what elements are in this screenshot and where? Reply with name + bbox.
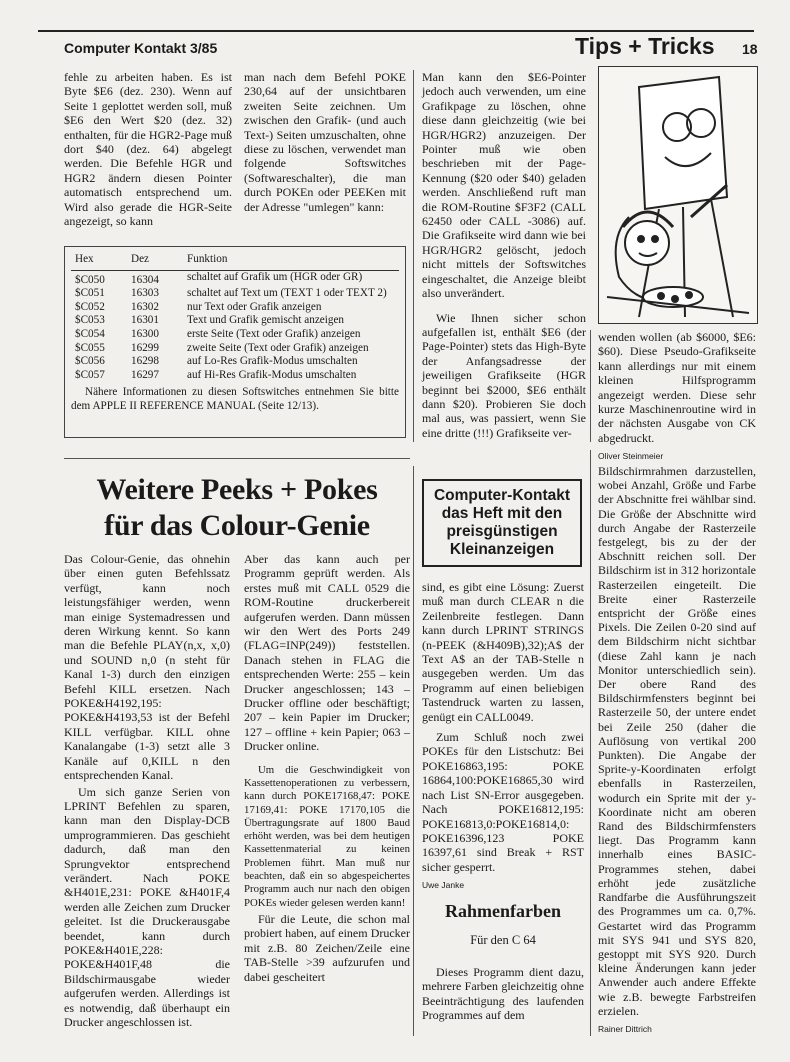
- colour-genie-col3: [422, 580, 584, 893]
- ad-box: [422, 479, 582, 567]
- author-signature: Rainer Dittrich: [598, 1023, 652, 1034]
- table-cell-dez: 16302: [131, 300, 159, 313]
- table-row: [71, 342, 399, 356]
- top-article-col2: [244, 70, 406, 214]
- table-cell-dez: 16300: [131, 327, 159, 340]
- table-cell-funktion: nur Text oder Grafik anzeigen: [187, 300, 322, 313]
- table-cell-hex: $C051: [75, 287, 105, 300]
- table-cell-funktion: Text und Grafik gemischt anzeigen: [187, 314, 345, 327]
- ad-line: Kleinanzeigen: [449, 541, 555, 558]
- softswitch-table-box: [64, 246, 406, 438]
- table-cell-funktion: zweite Seite (Text oder Grafik) anzeigen: [187, 341, 369, 354]
- paragraph: Um die Geschwindigkeit von Kassettenoperationen zu verbessern, kann durch POKE17168,47: POKE 17169,41: POKE 17170,105 die Übertragungsrate auf 1800 Baud erhöht werden, was bei dem heutigen Kassettenmaterial zu keinen Problemen führt. Man muß nur beachten, daß ein so abgespeichertes Programm auch nur nach den obigen POKEs wieder gelesen werden kann!: [244, 763, 410, 909]
- ad-line: das Heft mit den: [441, 505, 563, 522]
- table-cell-hex: $C052: [75, 300, 105, 313]
- paragraph: Aber das kann auch per Programm geprüft werden. Als erstes muß mit CALL 0529 die ROM-Routine druckerbereit aufgerufen werden. Dann müssen wir den Wert des Ports 249 (FLAG=INP(249)) feststellen. Danach stehen in FLAG die entsprechenden Werte: 255 – kein Drucker angeschlossen; 143 – Drucker offline oder beschäftigt; 207 – kein Papier im Drucker; 127 – offline + kein Papier; 063 – Drucker online.: [244, 552, 410, 754]
- rahmenfarben-subtitle: Für den C 64: [470, 933, 536, 947]
- top-article-col4: [598, 330, 756, 464]
- ad-line: preisgünstigen: [446, 523, 558, 540]
- table-row: [71, 355, 399, 369]
- rahmenfarben-col4: [598, 464, 756, 1036]
- table-cell-dez: 16299: [131, 341, 159, 354]
- table-cell-hex: $C053: [75, 314, 105, 327]
- rahmenfarben-col3: [422, 965, 584, 1023]
- magazine-title: Computer Kontakt 3/85: [64, 40, 218, 56]
- table-cell-funktion: auf Lo-Res Grafik-Modus umschalten: [187, 355, 358, 368]
- author-signature: Uwe Janke: [422, 880, 465, 891]
- table-row: [71, 301, 399, 315]
- paragraph: Zum Schluß noch zwei POKEs für den Listschutz: Bei POKE16863,195: POKE 16864,100:POKE16865,30 wird nach List SN-Error ausgegeben. Nach POKE16812,195: POKE16813,0:POKE16814,0: POKE16396,123 POKE 16397,61 sind Break + RST sicher gesperrt.: [422, 730, 584, 874]
- paragraph: Um sich ganze Serien von LPRINT Befehlen zu sparen, kann man den Display-DCB umprogrammieren. Das geschieht dadurch, daß man den Sprungvektor entsprechend verändert. Nach POKE &H401E,231: POKE &H401F,4 werden alle Zeichen zum Drucker geleitet. Ist die Druckerausgabe beendet, kann durch POKE&H401E,228: POKE&H401F,48 die Bildschirmausgabe wieder aufgerufen werden. Allerdings ist es notwendig, daß überhaupt ein Drucker angeschlossen ist.: [64, 784, 230, 1029]
- column-rule: [413, 70, 414, 442]
- headline-line: Weitere Peeks + Pokes: [96, 473, 378, 506]
- top-article-col3: [422, 70, 586, 440]
- headline-line: für das Colour-Genie: [104, 509, 370, 542]
- table-cell-funktion: auf Hi-Res Grafik-Modus umschalten: [187, 368, 357, 381]
- table-cell-dez: 16304: [131, 273, 159, 286]
- table-header-dez: Dez: [131, 251, 187, 270]
- table-cell-dez: 16298: [131, 355, 159, 368]
- table-cell-hex: $C054: [75, 327, 105, 340]
- table-cell-dez: 16301: [131, 314, 159, 327]
- section-divider: [64, 458, 410, 459]
- paragraph: Bildschirmrahmen darzustellen, wobei Anzahl, Größe und Farbe der Abschnitte frei wählbar sind. Die Größe der Abschnitte wird durch Angabe der Rasterzeile festgelegt, bis zu der der Abschnitt reichen soll. Der Bildschirm ist in 312 horizontale Rasterzeilen eingeteilt. Die Breite einer Rasterzeile entspricht der Größe eines Pixels. Die Zeilen 0-20 sind auf dem Bildschirm nicht sichtbar (diese Zahl kann je nach Monitor unterschiedlich sein). Der obere Rand des Bildschirmfensters beginnt bei Rasterzeile 50, der untere endet bei Zeile 250 (daher die Auflösung von vertikal 200 Punkten). Die Angabe der Sprite-y-Koordinaten erfolgt ebenfalls in Rasterzeilen, wodurch ein Sprite mit der y-Koordinate nicht am oberen Rand des Bildschirmfensters liegt. Das Programm kann innerhalb eines BASIC-Programmes stehen, dabei erhöht jede zusätzliche Randfarbe die Ausführungszeit des Programmes um ca. 0,7%. Gestartet wird das Programm mit SYS 941 und SYS 820, gestoppt mit SYS 920. Durch kleine Änderungen kann jeder Anwender auch andere Effekte wie z.B. bewegte Farbstreifen erzielen.: [598, 464, 756, 1018]
- colour-genie-col1: [64, 552, 230, 1029]
- table-cell-funktion: schaltet auf Grafik um (HGR oder GR): [187, 270, 363, 283]
- table-cell-dez: 16297: [131, 368, 159, 381]
- paragraph: sind, es gibt eine Lösung: Zuerst muß man durch CLEAR n die Zeilenbreite festlegen. Dann kann durch LPRINT STRINGS (n-PEEK (&H409B),32);A$ der Text A$ an der TAB-Stelle n ausgegeben werden. Um das Programm auf einen beliebigen Tastendruck warten zu lassen, genügt ein CALL0049.: [422, 580, 584, 724]
- section-title: Tips + Tricks: [575, 33, 715, 59]
- table-row: [71, 270, 399, 287]
- top-article-col1: [64, 70, 232, 228]
- table-header-hex: Hex: [71, 251, 131, 270]
- paragraph: Man kann den $E6-Pointer jedoch auch verwenden, um eine Grafikpage zu löschen, ohne diese dann gleichzeitig (wie bei HGR/HGR2) anzuzeigen. Der Pointer muß wie oben beschrieben mit der Page-Kennung ($20 oder $40) geladen werden. Anschließend ruft man die ROM-Routine $F3F2 (CALL 62450 oder CALL -3086) auf. Die Grafikseite wird dann wie bei HGR/HGR2 gelöscht, jedoch nicht mittels der Softswitches eingeschaltet, die Anzeige bleibt also unverändert.: [422, 70, 586, 301]
- page-number: 18: [742, 41, 758, 57]
- table-row: [71, 314, 399, 328]
- painter-cartoon-illustration: [598, 66, 758, 324]
- paragraph: wenden wollen (ab $6000, $E6: $60). Diese Pseudo-Grafikseite kann allerdings nur mit einem kleinen Hilfsprogramm angezeigt werden. Diese sehr kurze Maschinenroutine wird in der nächsten Ausgabe von CK abgedruckt.: [598, 330, 756, 445]
- table-body: [71, 270, 399, 382]
- table-cell-hex: $C057: [75, 368, 105, 381]
- column-rule: [590, 330, 591, 442]
- paragraph: fehle zu arbeiten haben. Es ist Byte $E6 (dez. 230). Wenn auf Seite 1 geplottet werden soll, muß $E6 den Wert $20 (dez. 32) enthalten, für die HGR2-Page muß dort $40 (dez. 64) abgelegt werden. Die Befehle HGR und HGR2 ändern diesen Pointer automatisch entsprechend um. Wird also gerade die HGR-Seite angezeigt, so kann: [64, 70, 232, 229]
- rahmenfarben-title: Rahmenfarben: [445, 901, 561, 921]
- column-rule: [413, 466, 414, 1036]
- table-header-funktion: Funktion: [187, 251, 399, 270]
- table-cell-funktion: schaltet auf Text um (TEXT 1 oder TEXT 2): [187, 287, 387, 300]
- paragraph: Dieses Programm dient dazu, mehrere Farben gleichzeitig ohne Beeinträchtigung des laufenden Programmes auf dem: [422, 965, 584, 1023]
- ad-line: Computer-Kontakt: [433, 487, 571, 504]
- table-header-row: [71, 251, 399, 270]
- table-cell-hex: $C055: [75, 341, 105, 354]
- table-cell-hex: $C056: [75, 355, 105, 368]
- colour-genie-col2: [244, 552, 410, 984]
- painter-cartoon-icon: [599, 67, 757, 323]
- article-headline: [64, 472, 410, 544]
- paragraph: Das Colour-Genie, das ohnehin über einen guten Befehlssatz verfügt, kann noch leistungsfähiger werden, wenn man einige Systemadressen und deren Wirkung kennt. So kann man die Befehle PLAY(n,x, x,0) und SOUND n,0 (n steht für Kanal 1-3) durch den einzigen Befehl KILL ersetzen. Nach POKE&H4192,195: POKE&H4193,53 ist der Befehl KILL verfügbar. KILL ohne Kanalangabe (1-3) setzt alle 3 Kanäle auf 0,KILL n den entsprechenden Kanal.: [64, 552, 230, 783]
- table-note: Nähere Informationen zu diesen Softswitches entnehmen Sie bitte dem APPLE II REFERENCE MANUAL (Seite 12/13).: [71, 386, 399, 412]
- table-cell-hex: $C050: [75, 273, 105, 286]
- paragraph: Wie Ihnen sicher schon aufgefallen ist, enthält $E6 (der Page-Pointer) stets das High-Byte der Anfangsadresse der jeweiligen Grafikseite (HGR beginnt bei $2000, $E6 enthält dann $20). Probieren Sie doch mal aus, was passiert, wenn Sie eine dritte (!!!) Grafikseite ver-: [422, 310, 586, 440]
- column-rule: [590, 450, 591, 1036]
- paragraph: man nach dem Befehl POKE 230,64 auf der unsichtbaren zweiten Seite zeichnen. Um zwischen den Grafik- (und auch Text-) Seiten umzuschalten, ohne diese zu löschen, verwendet man folgende Softswitches (Softwareschalter), die man durch POKEn oder PEEKen mit der Adresse "umlegen" kann:: [244, 70, 406, 214]
- paragraph: Für die Leute, die schon mal probiert haben, auf einem Drucker mit z.B. 80 Zeichen/Zeile eine TAB-Stelle >39 aufzurufen und dabei gescheitert: [244, 911, 410, 984]
- table-row: [71, 328, 399, 342]
- softswitch-table: [71, 251, 399, 382]
- author-signature: Oliver Steinmeier: [598, 451, 664, 462]
- table-cell-dez: 16303: [131, 287, 159, 300]
- header-rule: [38, 30, 754, 32]
- table-row: [71, 287, 399, 301]
- table-row: [71, 369, 399, 383]
- table-cell-funktion: erste Seite (Text oder Grafik) anzeigen: [187, 327, 361, 340]
